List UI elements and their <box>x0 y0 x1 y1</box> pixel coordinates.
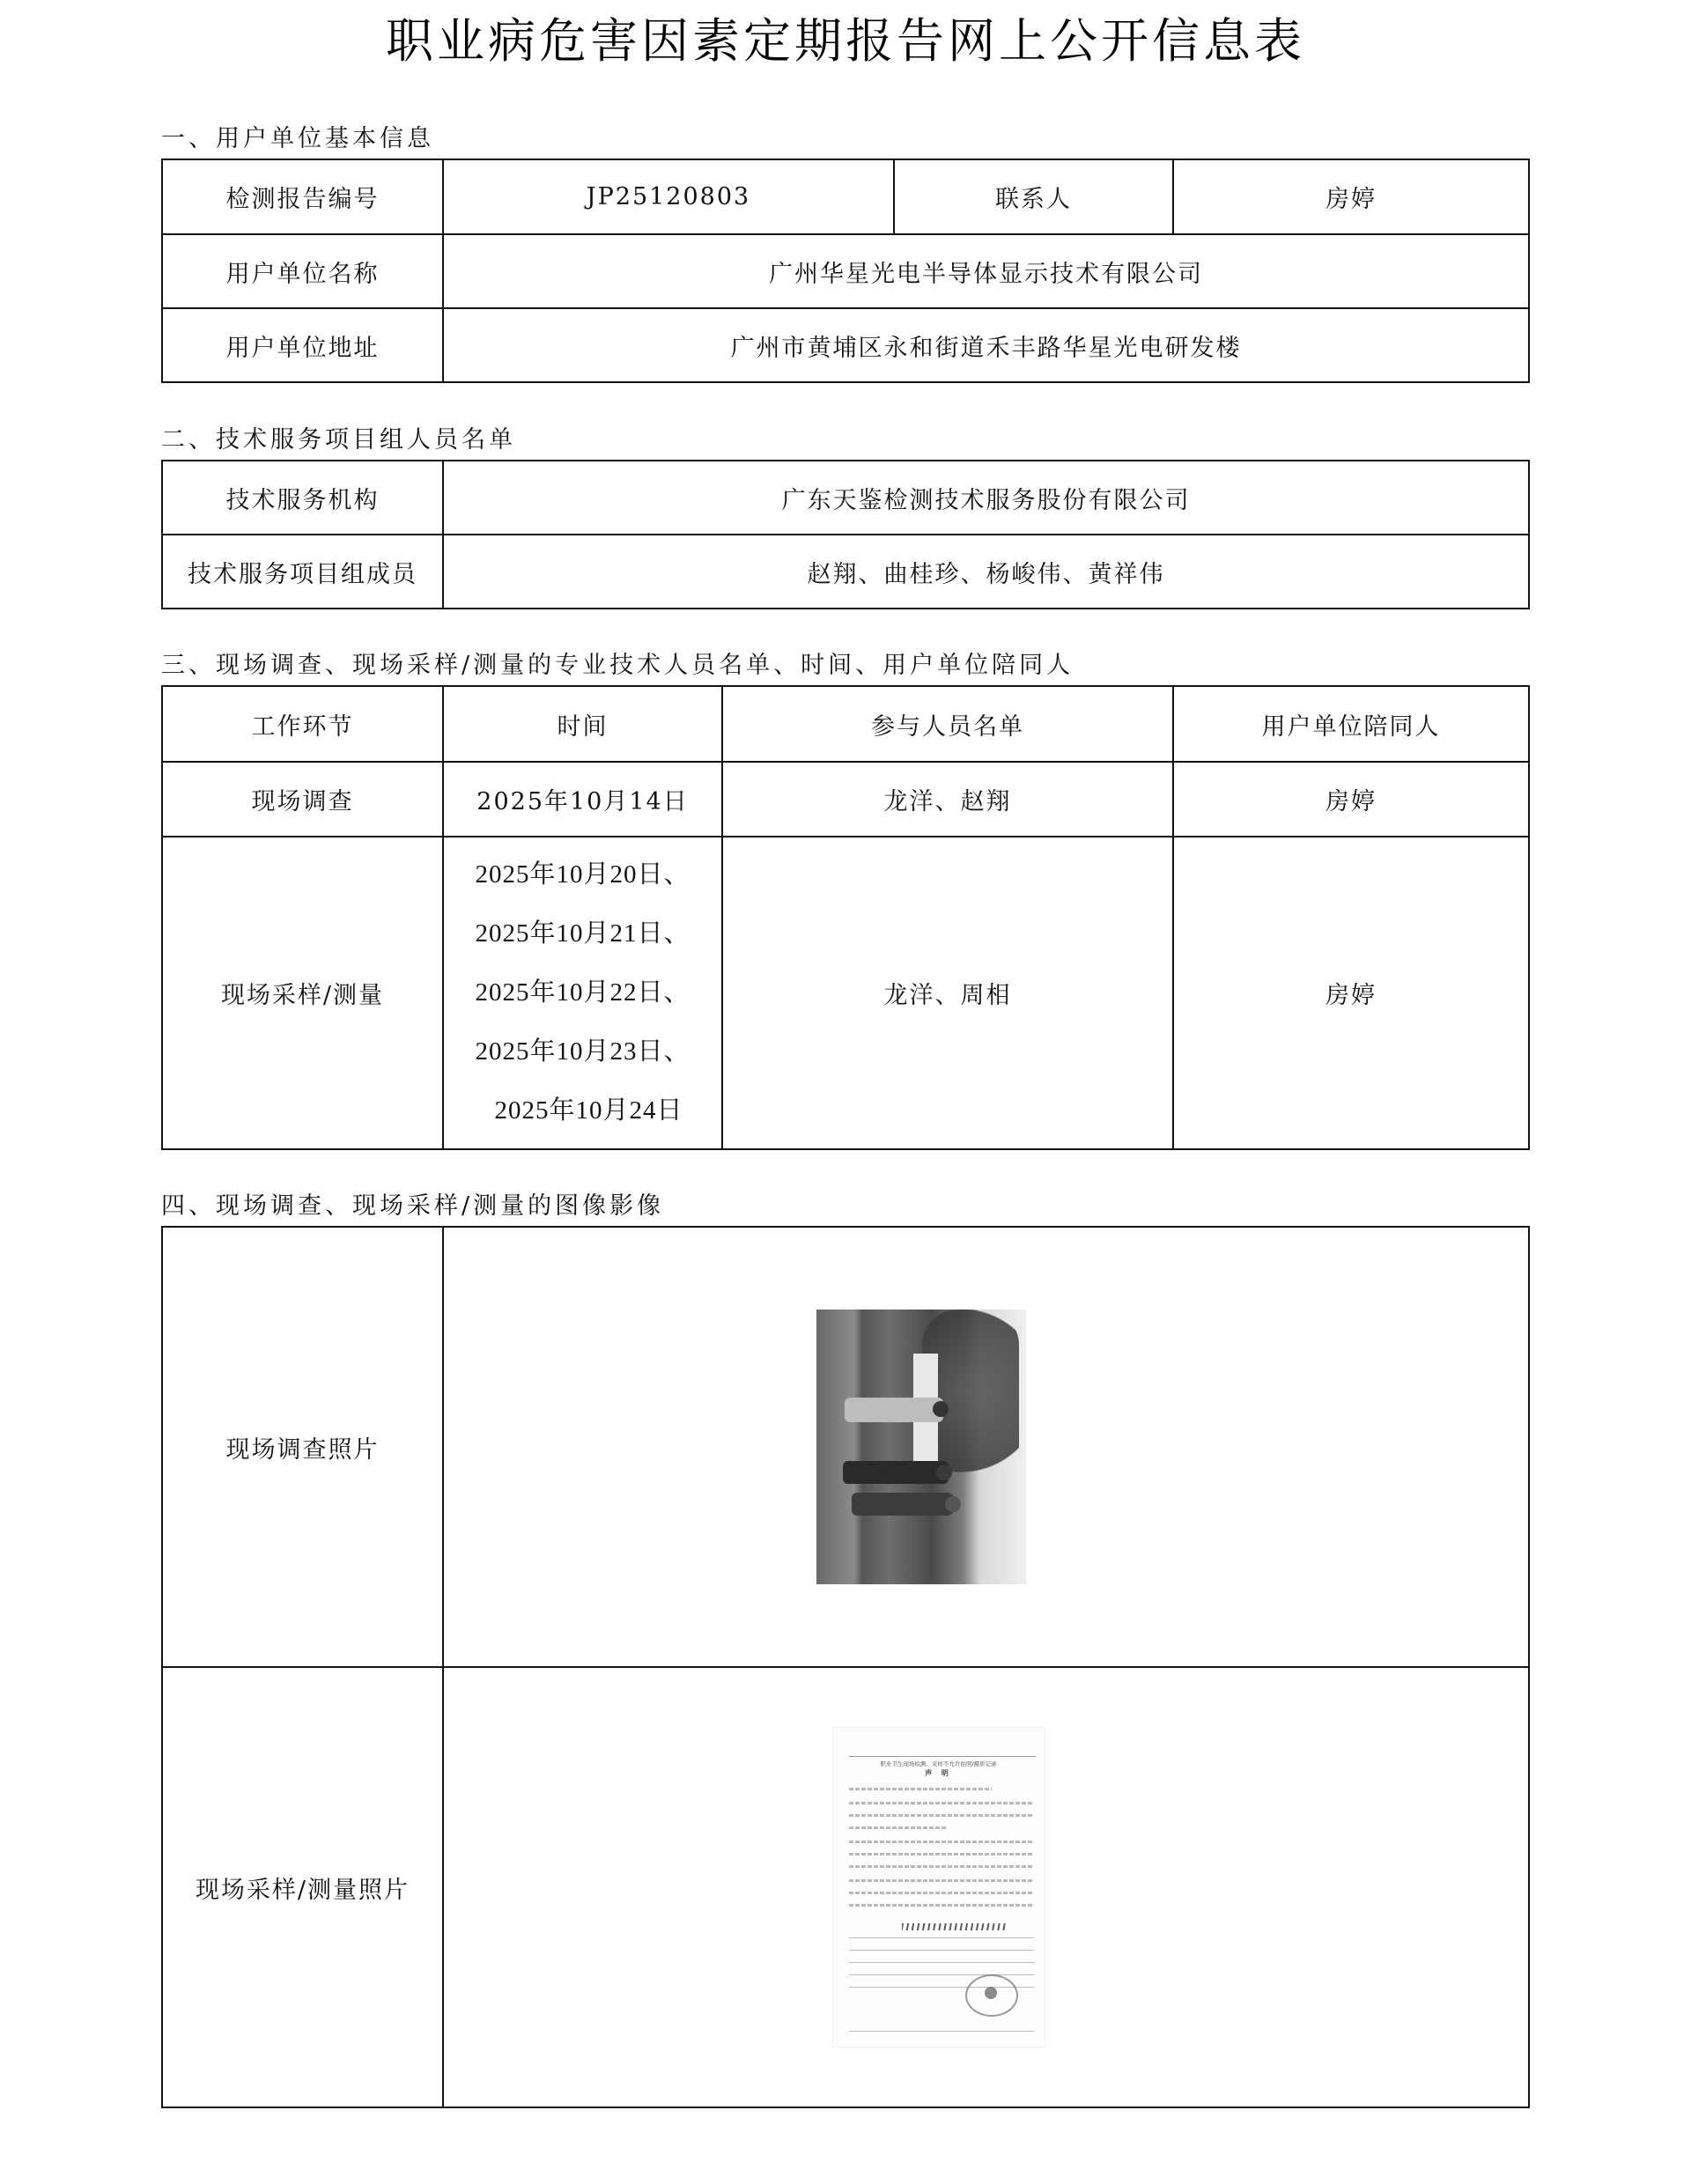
doc-subtitle: 声 明 <box>925 1769 952 1777</box>
doc-text-line <box>849 1865 1034 1868</box>
members-value: 赵翔、曲桂珍、杨峻伟、黄祥伟 <box>443 535 1529 609</box>
basic-info-table <box>161 159 1530 383</box>
section1-label: 一、用户单位基本信息 <box>161 125 434 152</box>
doc-rule <box>849 1962 1034 1963</box>
person-head <box>933 1401 949 1417</box>
doc-rule <box>849 1950 1034 1951</box>
date-line: 2025年10月23日、 <box>475 1037 690 1066</box>
project-team-table <box>161 460 1530 609</box>
doc-footer-rule <box>849 2031 1034 2032</box>
contact-label: 联系人 <box>894 159 1173 234</box>
header-stage: 工作环节 <box>162 686 443 762</box>
doc-text-line <box>849 1904 1034 1907</box>
escort-cell: 房婷 <box>1173 837 1529 1149</box>
date-line: 2025年10月21日、 <box>475 919 690 948</box>
doc-header-rule <box>849 1751 1036 1757</box>
table-row <box>162 762 1529 837</box>
table-header-row <box>162 686 1529 762</box>
date-line: 2025年10月22日、 <box>475 978 690 1007</box>
sampling-photo-cell <box>443 1667 1529 2107</box>
declaration-document-photo <box>833 1728 1045 2047</box>
escort-cell: 房婷 <box>1173 762 1529 837</box>
survey-photo-cell <box>443 1227 1529 1667</box>
participants-cell: 龙洋、周相 <box>722 837 1173 1149</box>
doc-text-line <box>849 1788 992 1790</box>
doc-rule <box>849 1937 1034 1938</box>
page-title: 职业病危害因素定期报告网上公开信息表 <box>386 13 1305 69</box>
person-figure <box>845 1398 943 1422</box>
doc-text-line <box>849 1853 1034 1856</box>
survey-schedule-table <box>161 685 1530 1150</box>
doc-title: 职业卫生现场检测、采样不允许拍照/摄影记录 <box>880 1760 997 1767</box>
header-escort: 用户单位陪同人 <box>1173 686 1529 762</box>
date-cell <box>443 837 722 1149</box>
doc-text-line <box>849 1841 1034 1843</box>
doc-text-line <box>849 1814 1034 1817</box>
header-participants: 参与人员名单 <box>722 686 1173 762</box>
date-line: 2025年10月24日 <box>494 1096 683 1125</box>
section4-label: 四、现场调查、现场采样/测量的图像影像 <box>161 1192 665 1220</box>
person-figure <box>852 1493 953 1516</box>
members-label: 技术服务项目组成员 <box>162 535 443 609</box>
date-line: 2025年10月20日、 <box>475 860 690 889</box>
org-label: 技术服务机构 <box>162 461 443 535</box>
survey-photo <box>816 1310 1026 1584</box>
person-figure <box>843 1461 949 1484</box>
doc-text-line <box>849 1826 948 1829</box>
report-no-value: JP25120803 <box>443 159 894 234</box>
header-time: 时间 <box>443 686 722 762</box>
doc-text-line <box>849 1802 1034 1804</box>
unit-name-value: 广州华星光电半导体显示技术有限公司 <box>443 234 1529 308</box>
report-no-label: 检测报告编号 <box>162 159 443 234</box>
stage-cell: 现场调查 <box>162 762 443 837</box>
survey-photo-label: 现场调查照片 <box>162 1227 443 1667</box>
doc-text-line <box>849 1892 1034 1894</box>
section3-label: 三、现场调查、现场采样/测量的专业技术人员名单、时间、用户单位陪同人 <box>161 652 1074 679</box>
participants-cell: 龙洋、赵翔 <box>722 762 1173 837</box>
org-value: 广东天鉴检测技术服务股份有限公司 <box>443 461 1529 535</box>
person-head <box>936 1465 952 1480</box>
stage-cell: 现场采样/测量 <box>162 837 443 1149</box>
date-cell: 2025年10月14日 <box>443 762 722 837</box>
signature-scribble <box>902 1923 1008 1930</box>
sampling-photo-label: 现场采样/测量照片 <box>162 1667 443 2107</box>
unit-address-label: 用户单位地址 <box>162 308 443 382</box>
person-head <box>945 1496 961 1512</box>
doc-rule <box>849 1974 1034 1975</box>
seal-stamp-icon <box>965 1974 1018 2017</box>
section2-label: 二、技术服务项目组人员名单 <box>161 426 516 454</box>
table-row <box>162 837 1529 1149</box>
contact-value: 房婷 <box>1173 159 1529 234</box>
doc-text-line <box>849 1879 1034 1882</box>
unit-address-value: 广州市黄埔区永和街道禾丰路华星光电研发楼 <box>443 308 1529 382</box>
photo-table <box>161 1226 1530 2108</box>
unit-name-label: 用户单位名称 <box>162 234 443 308</box>
